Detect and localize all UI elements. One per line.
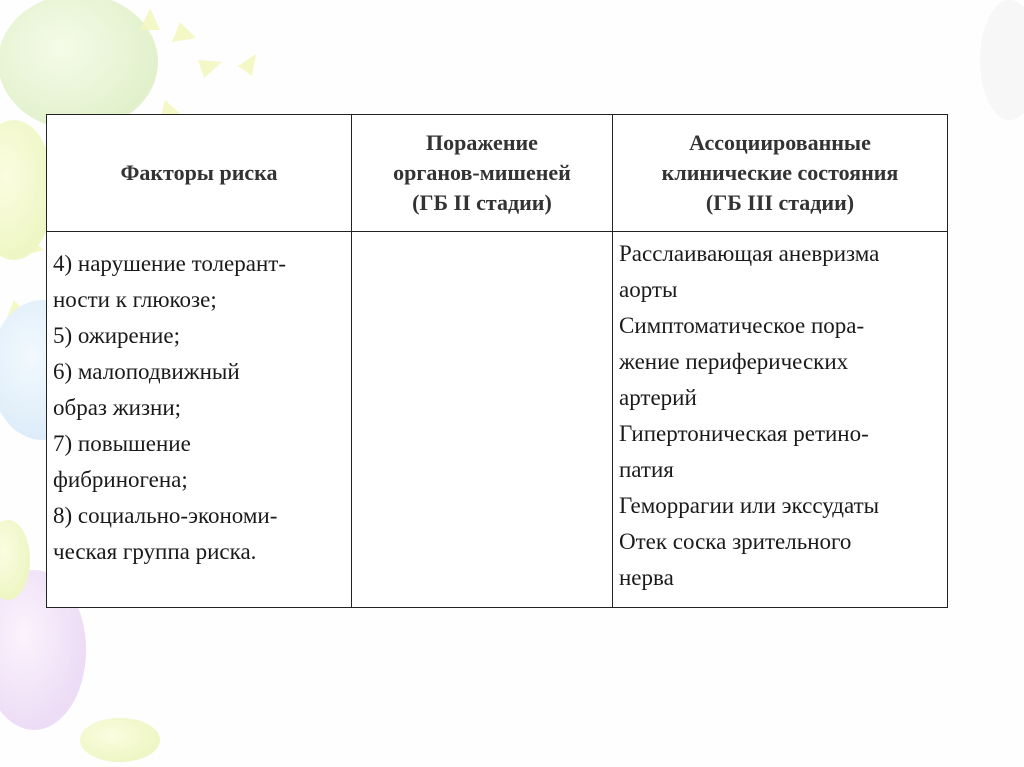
header-risk-factors: [47, 115, 352, 232]
risk-factors-table: [46, 114, 948, 608]
cell-line: 4) нарушение толерант-: [53, 251, 286, 276]
header-associated-conditions: [613, 115, 948, 232]
table-row: [47, 232, 948, 608]
cell-line: 7) повышение: [53, 431, 191, 456]
cell-line: 8) социально-экономи-: [53, 503, 278, 528]
header-line: (ГБ III стадии): [705, 190, 855, 215]
cell-line: Гипертоническая ретино-: [619, 421, 869, 446]
header-line: (ГБ II стадии): [412, 190, 552, 215]
header-target-organ-damage: [352, 115, 613, 232]
risk-factors-table-container: [46, 114, 947, 608]
table-header-row: [47, 115, 948, 232]
header-line: органов-мишеней: [393, 160, 571, 185]
cell-line: Симптоматическое пора-: [619, 313, 865, 338]
cell-line: Расслаивающая аневризма: [619, 241, 880, 266]
cell-line: Геморрагии или экссудаты: [619, 493, 880, 518]
header-line: Ассоциированные: [689, 130, 871, 155]
cell-line: ности к глюкозе;: [53, 287, 217, 312]
cell-line: ческая группа риска.: [53, 539, 257, 564]
cell-risk-factors: [47, 232, 352, 608]
header-line: клинические состояния: [661, 160, 899, 185]
cell-line: 6) малоподвижный: [53, 359, 240, 384]
cell-target-organ-damage: [352, 232, 613, 608]
cell-line: 5) ожирение;: [53, 323, 180, 348]
cell-line: артерий: [619, 385, 697, 410]
cell-line: фибриногена;: [53, 467, 188, 492]
header-line: Факторы риска: [120, 160, 278, 185]
cell-associated-conditions: [613, 232, 948, 608]
header-line: Поражение: [426, 130, 538, 155]
cell-line: жение периферических: [619, 349, 849, 374]
cell-line: нерва: [619, 565, 674, 590]
cell-line: патия: [619, 457, 674, 482]
cell-line: Отек соска зрительного: [619, 529, 852, 554]
cell-line: аорты: [619, 277, 678, 302]
cell-line: образ жизни;: [53, 395, 182, 420]
